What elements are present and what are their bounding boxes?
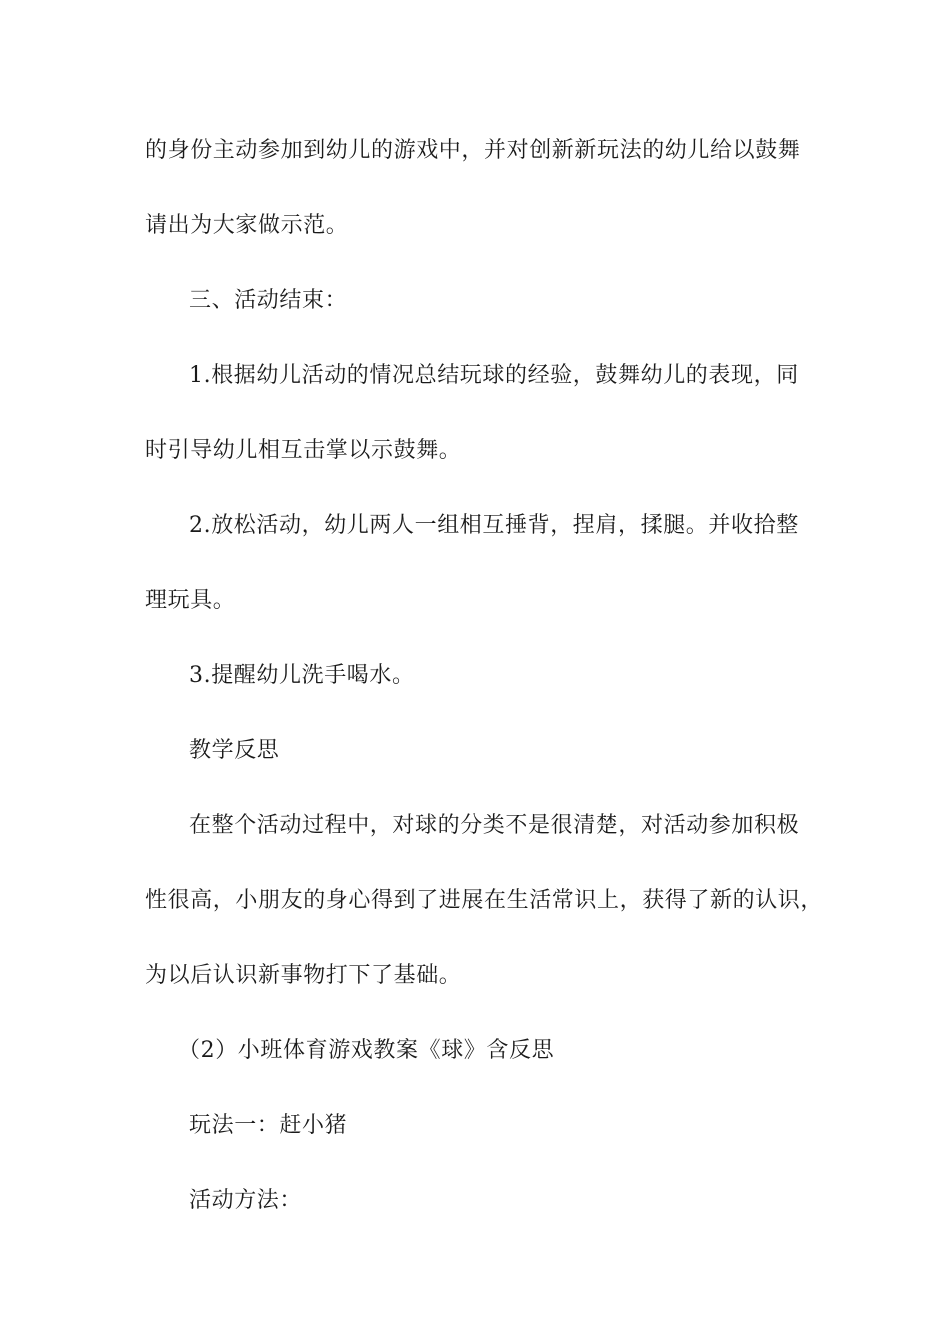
section-heading: （2）小班体育游戏教案《球》含反思 — [178, 1038, 555, 1063]
paragraph-line: 在整个活动过程中，对球的分类不是很清楚，对活动参加积极 — [189, 813, 800, 838]
paragraph-line: 性很高，小朋友的身心得到了进展在生活常识上，获得了新的认识， — [145, 888, 824, 913]
paragraph-line: 为以后认识新事物打下了基础。 — [145, 963, 462, 988]
paragraph-line: 理玩具。 — [145, 588, 236, 613]
paragraph-line: 时引导幼儿相互击掌以示鼓舞。 — [145, 438, 462, 463]
paragraph-line: 的身份主动参加到幼儿的游戏中，并对创新新玩法的幼儿给以鼓舞 — [145, 138, 801, 163]
paragraph-line: 1.根据幼儿活动的情况总结玩球的经验，鼓舞幼儿的表现，同 — [189, 363, 799, 388]
subheading: 玩法一：赶小猪 — [189, 1113, 348, 1138]
paragraph-line: 请出为大家做示范。 — [145, 213, 349, 238]
section-heading: 教学反思 — [189, 738, 280, 763]
section-heading: 三、活动结束： — [189, 288, 348, 313]
subheading: 活动方法： — [189, 1188, 303, 1213]
paragraph-line: 3.提醒幼儿洗手喝水。 — [189, 663, 415, 688]
paragraph-line: 2.放松活动，幼儿两人一组相互捶背，捏肩，揉腿。并收拾整 — [189, 513, 799, 538]
